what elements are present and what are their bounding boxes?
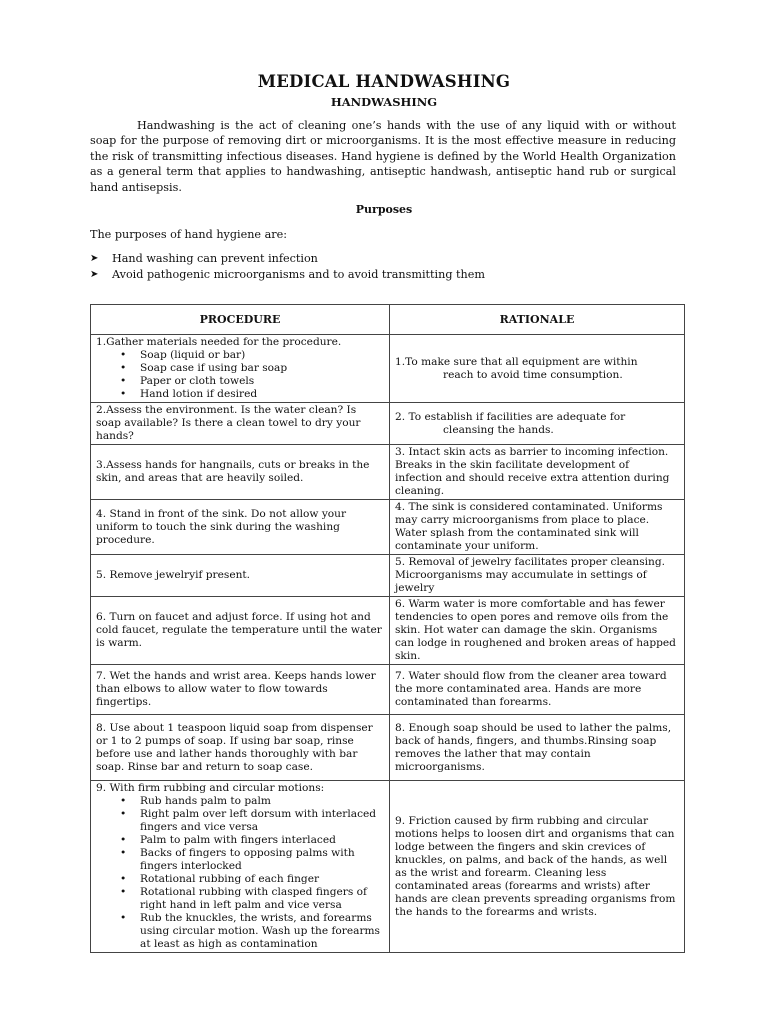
purpose-text: Avoid pathogenic microorganisms and to avoid transmitting them <box>112 267 485 281</box>
rationale-cell: 4. The sink is considered contaminated. Uniforms may carry microorganisms from place to place. Water splash from the contaminated sink will contaminate your uniform. <box>390 500 685 555</box>
rationale-cell <box>390 403 685 445</box>
list-item: • Palm to palm with fingers interlaced <box>118 834 384 847</box>
procedure-table <box>90 304 685 953</box>
purposes-heading: Purposes <box>355 203 413 216</box>
table-row <box>91 335 685 403</box>
rationale-cell <box>390 335 685 403</box>
materials-list <box>96 349 384 401</box>
purpose-item <box>90 251 485 267</box>
rationale-cell: 7. Water should flow from the cleaner area toward the more contaminated area. Hands are more contaminated than forearms. <box>390 665 685 715</box>
procedure-cell: 3.Assess hands for hangnails, cuts or breaks in the skin, and areas that are heavily soiled. <box>91 445 390 500</box>
arrowhead-bullet-icon: ➤ <box>90 268 99 280</box>
procedure-cell: 4. Stand in front of the sink. Do not allow your uniform to touch the sink during the washing procedure. <box>91 500 390 555</box>
procedure-cell: 6. Turn on faucet and adjust force. If using hot and cold faucet, regulate the temperature until the water is warm. <box>91 597 390 665</box>
rationale-cell: 9. Friction caused by firm rubbing and circular motions helps to loosen dirt and organisms that can lodge between the fingers and skin crevices of knuckles, on palms, and back of the hands, as well as the wrist and forearm. Cleaning less contaminated areas (forearms and wrists) after hands are clean prevents spreading organisms from the hands to the forearms and wrists. <box>390 781 685 953</box>
procedure-cell: 7. Wet the hands and wrist area. Keeps hands lower than elbows to allow water to flow towards fingertips. <box>91 665 390 715</box>
rationale-cell: 8. Enough soap should be used to lather the palms, back of hands, fingers, and thumbs.Rinsing soap removes the lather that may contain microorganisms. <box>390 715 685 781</box>
table-row <box>91 665 685 715</box>
table-header-row <box>91 305 685 335</box>
procedure-cell <box>91 781 390 953</box>
list-item: • Soap case if using bar soap <box>118 362 384 375</box>
arrowhead-bullet-icon: ➤ <box>90 253 99 264</box>
table-row <box>91 597 685 665</box>
table-row <box>91 555 685 597</box>
rationale-column-header: RATIONALE <box>390 305 685 335</box>
table-row <box>91 403 685 445</box>
procedure-text: 9. With firm rubbing and circular motions: <box>96 782 325 794</box>
purpose-text: Hand washing can prevent infection <box>112 252 318 265</box>
technique-list <box>96 795 384 951</box>
table-row <box>91 500 685 555</box>
rationale-text: 2. To establish if facilities are adequate for <box>395 410 626 423</box>
rationale-text-continued: cleansing the hands. <box>443 423 554 436</box>
document-title: MEDICAL HANDWASHING <box>257 72 511 91</box>
procedure-cell: 8. Use about 1 teaspoon liquid soap from dispenser or 1 to 2 pumps of soap. If using bar soap, rinse before use and lather hands thoroughly with bar soap. Rinse bar and return to soap case. <box>91 715 390 781</box>
list-item: • Hand lotion if desired <box>118 388 384 401</box>
list-item: • Soap (liquid or bar) <box>118 349 384 362</box>
list-item: • Backs of fingers to opposing palms with fingers interlocked <box>118 847 384 873</box>
purposes-intro: The purposes of hand hygiene are: <box>90 228 288 241</box>
rationale-cell: 6. Warm water is more comfortable and has fewer tendencies to open pores and remove oils from the skin. Hot water can damage the skin. Organisms can lodge in roughened and broken areas of happed skin. <box>390 597 685 665</box>
table-row <box>91 715 685 781</box>
procedure-column-header: PROCEDURE <box>91 305 390 335</box>
procedure-text: 1.Gather materials needed for the procedure. <box>96 336 342 348</box>
intro-paragraph: Handwashing is the act of cleaning one’s hands with the use of any liquid with or without soap for the purpose of removing dirt or microorganisms. It is the most effective measure in reducing the risk of transmitting infectious diseases. Hand hygiene is defined by the World Health Organization as a general term that applies to handwashing, antiseptic handwash, antiseptic hand rub or surgical hand antisepsis. <box>90 119 676 194</box>
table-row <box>91 781 685 953</box>
rationale-cell: 3. Intact skin acts as barrier to incoming infection. Breaks in the skin facilitate development of infection and should receive extra attention during cleaning. <box>390 445 685 500</box>
document-subtitle: HANDWASHING <box>330 95 438 109</box>
list-item: • Paper or cloth towels <box>118 375 384 388</box>
list-item: • Right palm over left dorsum with interlaced fingers and vice versa <box>118 808 384 834</box>
list-item: • Rotational rubbing of each finger <box>118 873 384 886</box>
procedure-cell: 5. Remove jewelryif present. <box>91 555 390 597</box>
purpose-item <box>90 267 485 283</box>
rationale-text-continued: reach to avoid time consumption. <box>443 368 623 381</box>
list-item: • Rub hands palm to palm <box>118 795 384 808</box>
procedure-cell: 2.Assess the environment. Is the water clean? Is soap available? Is there a clean towel to dry your hands? <box>91 403 390 445</box>
rationale-cell: 5. Removal of jewelry facilitates proper cleansing. Microorganisms may accumulate in settings of jewelry <box>390 555 685 597</box>
table-row <box>91 445 685 500</box>
procedure-cell <box>91 335 390 403</box>
purposes-list <box>90 251 485 282</box>
list-item: • Rotational rubbing with clasped fingers of right hand in left palm and vice versa <box>118 886 384 912</box>
list-item: • Rub the knuckles, the wrists, and forearms using circular motion. Wash up the forearms at least as high as contamination <box>118 912 384 951</box>
rationale-text: 1.To make sure that all equipment are within <box>395 355 638 368</box>
